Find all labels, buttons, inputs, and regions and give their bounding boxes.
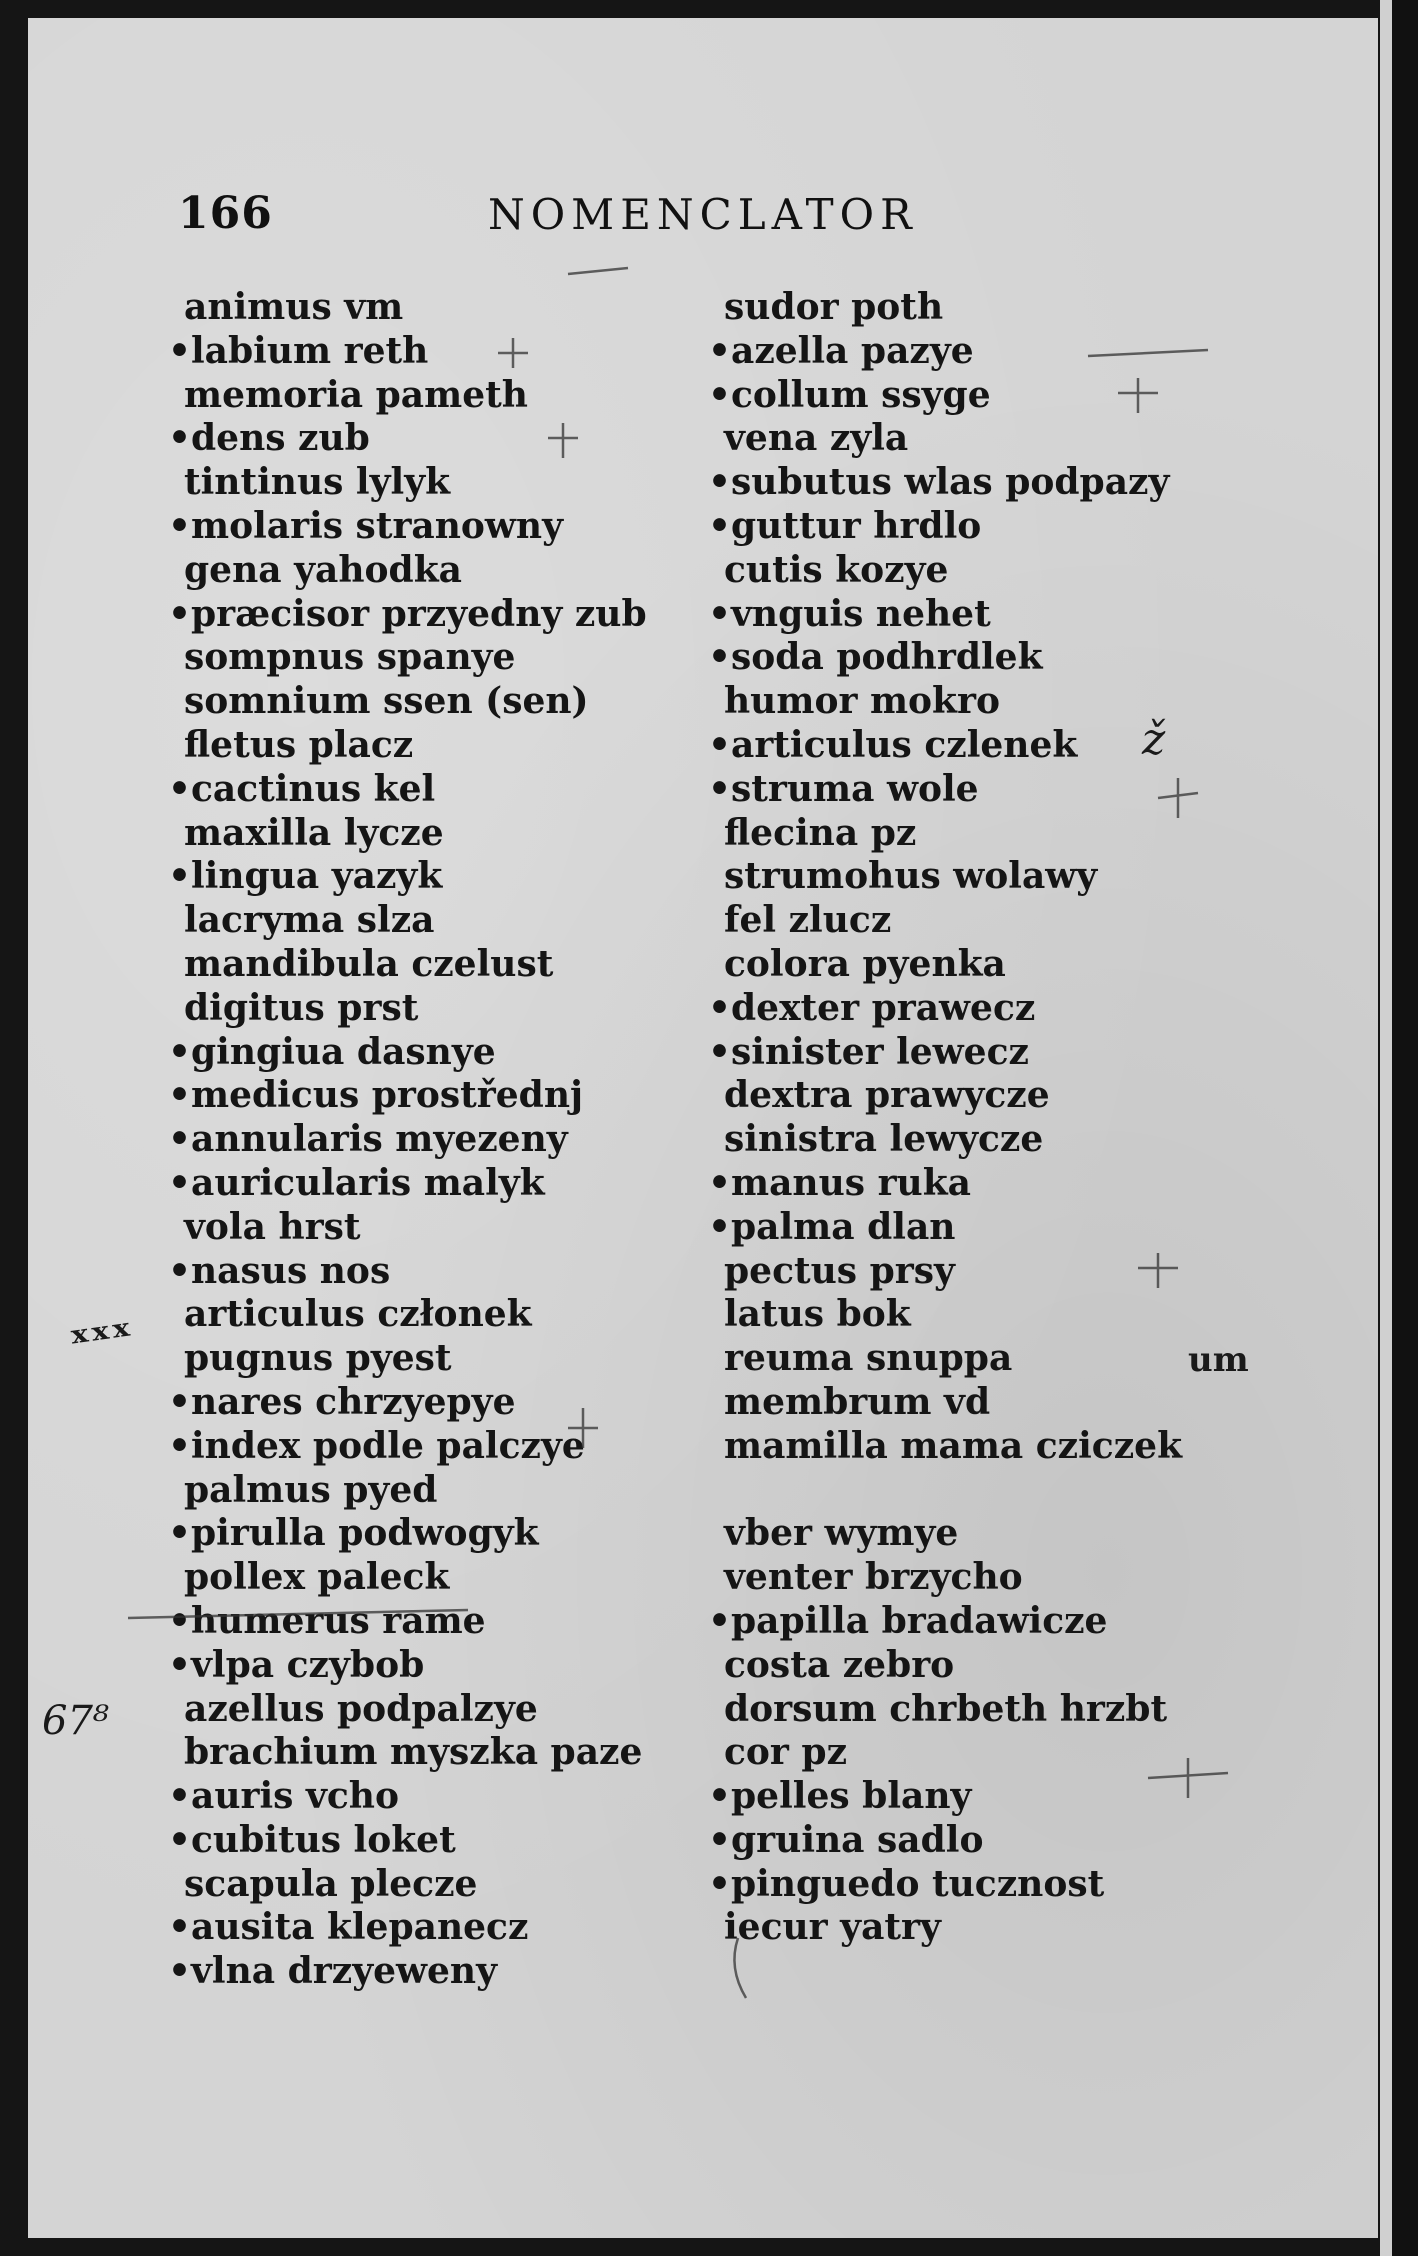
entry-left_column-5: •molaris stranowny (168, 504, 564, 547)
entry-right_column-17: •sinister lewecz (708, 1030, 1029, 1073)
entry-right_column-19: sinistra lewycze (724, 1118, 1044, 1161)
entry-right_column-1: •azella pazye (708, 329, 974, 372)
entry-left_column-0: animus vm (184, 286, 404, 328)
entry-right_column-10: •articulus czlenek (708, 723, 1078, 766)
entry-left_column-37: •ausita klepanecz (168, 1906, 529, 1949)
entry-right_column-31: costa zebro (724, 1643, 955, 1686)
entry-left_column-3: •dens zub (168, 417, 370, 460)
entry-left_column-15: mandibula czelust (184, 942, 554, 985)
entry-left_column-38: •vlna drzyeweny (168, 1950, 498, 1993)
entry-left_column-20: •auricularis malyk (168, 1161, 545, 1204)
entry-right_column-2: •collum ssyge (708, 373, 991, 416)
entry-left_column-2: memoria pameth (184, 373, 528, 416)
entry-right_column-30: •papilla bradawicze (708, 1599, 1108, 1642)
entry-right_column-16: •dexter prawecz (708, 986, 1036, 1029)
entry-left_column-19: •annularis myezeny (168, 1118, 568, 1161)
entry-left_column-1: •labium reth (168, 329, 429, 372)
entry-right_column-37: iecur yatry (724, 1906, 941, 1949)
entry-left_column-6: gena yahodka (184, 548, 462, 591)
entry-left_column-35: •cubitus loket (168, 1818, 456, 1861)
entry-left_column-36: scapula plecze (184, 1862, 478, 1905)
entry-right_column-8: •soda podhrdlek (708, 636, 1043, 679)
entry-left_column-4: tintinus lylyk (184, 461, 451, 504)
entry-left_column-7: •præcisor przyedny zub (168, 592, 647, 635)
entry-right_column-33: cor pz (724, 1731, 848, 1774)
entry-right_column-0: sudor poth (724, 286, 944, 328)
entry-right_column-5: •guttur hrdlo (708, 504, 982, 547)
margin-scribble-left: ₓₓₓ (64, 1295, 134, 1356)
entry-left_column-31: •vlpa czybob (168, 1643, 425, 1686)
entry-left_column-27: palmus pyed (184, 1468, 438, 1511)
entry-right_column-22: pectus prsy (724, 1249, 955, 1292)
entry-left_column-26: •index podle palczye (168, 1424, 585, 1467)
entry-right_column-28: vber wymye (724, 1512, 959, 1555)
entry-right_column-12: flecina pz (724, 811, 917, 854)
entry-right_column-11: •struma wole (708, 767, 979, 810)
entry-right_column-13: strumohus wolawy (724, 855, 1098, 898)
entry-left_column-23: articulus członek (184, 1293, 532, 1336)
entry-right_column-6: cutis kozye (724, 548, 949, 591)
left-column (168, 286, 647, 1994)
entry-left_column-22: •nasus nos (168, 1249, 391, 1292)
page-number: 166 (178, 188, 273, 239)
scan-edge (1392, 0, 1418, 2256)
entry-right_column-35: •gruina sadlo (708, 1818, 984, 1861)
entry-left_column-24: pugnus pyest (184, 1337, 452, 1380)
margin-number-left: 67⁸ (42, 1698, 109, 1744)
entry-right_column-36: •pinguedo tucznost (708, 1862, 1105, 1905)
margin-note-right: um (1188, 1340, 1249, 1380)
entry-left_column-14: lacryma slza (184, 899, 435, 942)
entry-right_column-3: vena zyla (724, 417, 909, 460)
entry-right_column-4: •subutus wlas podpazy (708, 461, 1170, 504)
document-page (28, 18, 1378, 2238)
entry-left_column-33: brachium myszka paze (184, 1731, 643, 1774)
entry-left_column-16: digitus prst (184, 986, 419, 1029)
page-header (28, 188, 1378, 248)
entry-left_column-28: •pirulla podwogyk (168, 1512, 539, 1555)
entry-right_column-26: mamilla mama cziczek (724, 1424, 1183, 1467)
entry-left_column-18: •medicus prostřednj (168, 1074, 584, 1117)
entry-right_column-25: membrum vd (724, 1380, 991, 1423)
entry-right_column-9: humor mokro (724, 680, 1000, 723)
page-spine (1380, 0, 1392, 2256)
entry-left_column-34: •auris vcho (168, 1775, 399, 1818)
entry-left_column-11: •cactinus kel (168, 767, 436, 810)
entry-right_column-29: venter brzycho (724, 1556, 1023, 1599)
entry-left_column-9: somnium ssen (sen) (184, 680, 589, 723)
entry-left_column-8: sompnus spanye (184, 636, 516, 679)
entry-right_column-23: latus bok (724, 1293, 911, 1336)
entry-left_column-10: fletus placz (184, 723, 414, 766)
entry-left_column-21: vola hrst (184, 1205, 361, 1248)
entry-left_column-12: maxilla lycze (184, 811, 444, 854)
entry-right_column-32: dorsum chrbeth hrzbt (724, 1687, 1168, 1730)
entry-right_column-21: •palma dlan (708, 1205, 956, 1248)
running-title: NOMENCLATOR (488, 190, 918, 239)
entry-left_column-29: pollex paleck (184, 1556, 450, 1599)
entry-right_column-20: •manus ruka (708, 1161, 971, 1204)
margin-mark-right: ž (1142, 714, 1166, 765)
entry-left_column-32: azellus podpalzye (184, 1687, 538, 1730)
entry-left_column-13: •lingua yazyk (168, 855, 443, 898)
entry-right_column-18: dextra prawycze (724, 1074, 1050, 1117)
entry-right_column-27 (708, 1469, 1182, 1513)
right-column (708, 286, 1182, 1950)
entry-right_column-14: fel zlucz (724, 899, 892, 942)
entry-right_column-34: •pelles blany (708, 1775, 972, 1818)
entry-right_column-24: reuma snuppa (724, 1337, 1013, 1380)
entry-right_column-7: •vnguis nehet (708, 592, 991, 635)
entry-left_column-17: •gingiua dasnye (168, 1030, 496, 1073)
entry-left_column-25: •nares chrzyepye (168, 1380, 516, 1423)
entry-right_column-15: colora pyenka (724, 942, 1006, 985)
entry-left_column-30: •humerus rame (168, 1599, 486, 1642)
